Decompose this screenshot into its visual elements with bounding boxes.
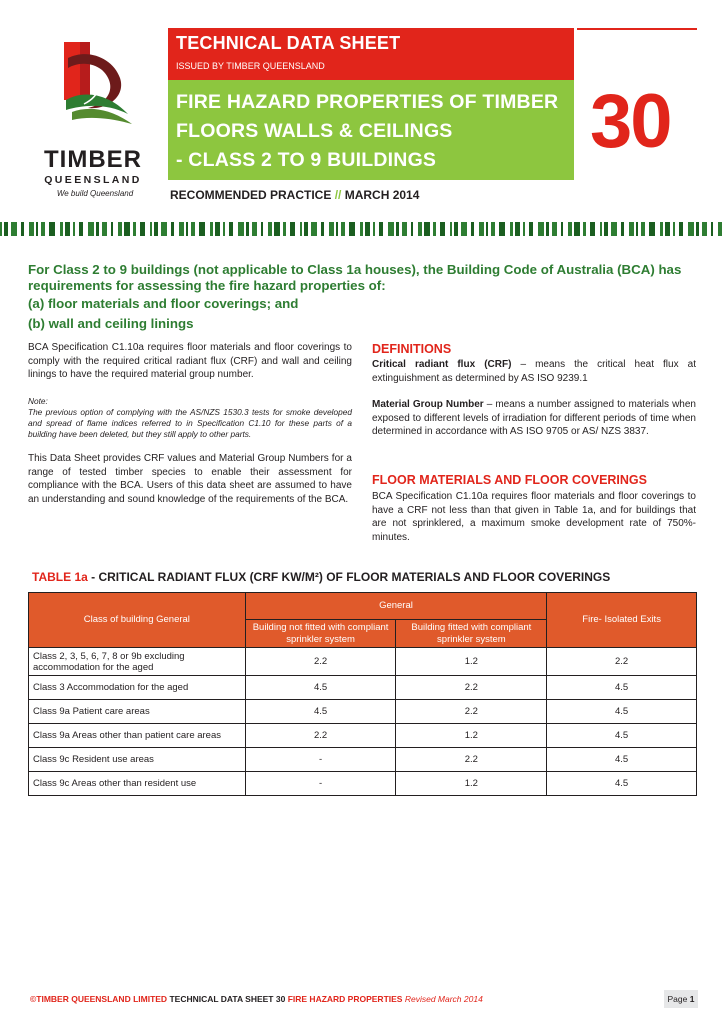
stripe-bar xyxy=(574,222,580,236)
stripe-bar xyxy=(561,222,563,236)
intro-lead: For Class 2 to 9 buildings (not applicable to Class 1a houses), the Building Code of Australia (BCA) has requirements for assessing the fire hazard properties of: xyxy=(28,262,682,293)
stripe-bar xyxy=(515,222,520,236)
stripe-bar xyxy=(529,222,533,236)
sheet-number: 30 xyxy=(590,79,671,164)
stripe-bar xyxy=(321,222,324,236)
table-row xyxy=(29,648,697,676)
definition-mgn-term: Material Group Number xyxy=(372,399,484,410)
stripe-bar xyxy=(79,222,83,236)
stripe-bar xyxy=(440,222,445,236)
timber-queensland-emblem-icon xyxy=(58,38,138,138)
stripe-bar xyxy=(360,222,363,236)
stripe-bar xyxy=(711,222,713,236)
cell-exits: 2.2 xyxy=(547,648,697,676)
cell-fitted: 1.2 xyxy=(396,648,547,676)
cell-fitted: 2.2 xyxy=(396,700,547,724)
title-line-3: - CLASS 2 TO 9 BUILDINGS xyxy=(176,149,437,171)
cell-fitted: 1.2 xyxy=(396,724,547,748)
stripe-bar xyxy=(140,222,145,236)
intro-item-a: (a) floor materials and floor coverings; and xyxy=(28,296,299,311)
stripe-bar xyxy=(36,222,38,236)
stripe-bar xyxy=(379,222,383,236)
definition-crf-term: Critical radiant flux (CRF) xyxy=(372,359,512,370)
document-type: TECHNICAL DATA SHEET xyxy=(176,33,401,53)
stripe-bar xyxy=(523,222,525,236)
stripe-bar xyxy=(191,222,195,236)
stripe-bar xyxy=(471,222,474,236)
stripe-bar xyxy=(261,222,263,236)
stripe-bar xyxy=(568,222,572,236)
cell-not-fitted: 2.2 xyxy=(245,648,396,676)
stripe-bar xyxy=(411,222,413,236)
stripe-bar xyxy=(486,222,488,236)
stripe-bar xyxy=(300,222,302,236)
stripe-bar xyxy=(88,222,94,236)
stripe-bar xyxy=(388,222,394,236)
stripe-bar xyxy=(179,222,184,236)
stripe-bar xyxy=(223,222,225,236)
stripe-bar xyxy=(629,222,634,236)
stripe-bar xyxy=(349,222,355,236)
table-row xyxy=(29,772,697,796)
row-label: Class 9c Resident use areas xyxy=(29,748,246,772)
row-label: Class 3 Accommodation for the aged xyxy=(29,676,246,700)
stripe-bar xyxy=(510,222,513,236)
stripe-bar xyxy=(73,222,75,236)
table-number: TABLE 1a xyxy=(32,570,88,584)
stripe-bar xyxy=(454,222,458,236)
definition-mgn xyxy=(372,398,696,439)
table-title-text: - CRITICAL RADIANT FLUX (CRF KW/M²) OF FLOOR MATERIALS AND FLOOR COVERINGS xyxy=(87,570,611,584)
footer-revised: Revised March 2014 xyxy=(404,994,483,1004)
stripe-bar xyxy=(673,222,675,236)
stripe-bar xyxy=(590,222,595,236)
cell-not-fitted: - xyxy=(245,748,396,772)
footer xyxy=(30,994,483,1004)
left-paragraph-1: BCA Specification C1.10a requires floor materials and floor coverings to comply with the required critical radiant flux (CRF) and wall and ceiling linings to have the required material group number. xyxy=(28,342,352,380)
stripe-bar xyxy=(4,222,8,236)
stripe-bar xyxy=(161,222,167,236)
stripe-bar xyxy=(583,222,586,236)
definition-crf xyxy=(372,358,696,385)
decorative-barcode-stripe xyxy=(0,222,724,236)
stripe-bar xyxy=(373,222,375,236)
stripe-bar xyxy=(365,222,370,236)
row-label: Class 9a Patient care areas xyxy=(29,700,246,724)
stripe-bar xyxy=(60,222,63,236)
stripe-bar xyxy=(246,222,249,236)
stripe-bar xyxy=(538,222,544,236)
stripe-bar xyxy=(274,222,280,236)
cell-exits: 4.5 xyxy=(547,772,697,796)
header-general: General xyxy=(245,593,547,620)
stripe-bar xyxy=(665,222,670,236)
stripe-bar xyxy=(21,222,24,236)
stripe-bar xyxy=(118,222,122,236)
stripe-bar xyxy=(679,222,683,236)
stripe-bar xyxy=(133,222,136,236)
stripe-bar xyxy=(418,222,422,236)
cell-exits: 4.5 xyxy=(547,748,697,772)
stripe-bar xyxy=(49,222,55,236)
cell-fitted: 2.2 xyxy=(396,748,547,772)
cell-fitted: 1.2 xyxy=(396,772,547,796)
stripe-bar xyxy=(396,222,399,236)
table-row xyxy=(29,748,697,772)
stripe-bar xyxy=(491,222,495,236)
stripe-bar xyxy=(65,222,70,236)
logo-subtitle: QUEENSLAND xyxy=(44,174,142,186)
stripe-bar xyxy=(0,222,2,236)
stripe-bar xyxy=(29,222,34,236)
stripe-bar xyxy=(604,222,608,236)
issuer-line: ISSUED BY TIMBER QUEENSLAND xyxy=(176,61,325,71)
stripe-bar xyxy=(238,222,244,236)
stripe-bar xyxy=(611,222,617,236)
definitions-heading: DEFINITIONS xyxy=(372,342,452,356)
definition-mgn-text: – means a number assigned to materials when exposed to different levels of irradiation for different periods of time when determined in accordance with AS ISO 9705 or AS/ NZS 3837. xyxy=(372,399,696,437)
stripe-bar xyxy=(461,222,467,236)
stripe-bar xyxy=(210,222,213,236)
page-number: 1 xyxy=(689,994,695,1004)
footer-sheet: TECHNICAL DATA SHEET 30 xyxy=(169,994,286,1004)
stripe-bar xyxy=(268,222,272,236)
stripe-bar xyxy=(718,222,722,236)
stripe-bar xyxy=(171,222,174,236)
table-row xyxy=(29,676,697,700)
practice-label: RECOMMENDED PRACTICE xyxy=(170,188,332,202)
logo-tagline: We build Queensland xyxy=(56,189,134,198)
footer-copyright: ©TIMBER QUEENSLAND LIMITED xyxy=(30,994,168,1004)
page-label: Page xyxy=(667,994,688,1004)
cell-exits: 4.5 xyxy=(547,724,697,748)
stripe-bar xyxy=(96,222,99,236)
footer-topic: FIRE HAZARD PROPERTIES xyxy=(287,994,403,1004)
stripe-bar xyxy=(102,222,107,236)
practice-separator: // xyxy=(334,188,342,202)
left-paragraph-2: This Data Sheet provides CRF values and Material Group Numbers for a range of tested timber species to enable their assessment for compliance with the BCA. Users of this data sheet are assumed to have an understanding and sound knowledge of the requirements of the BCA. xyxy=(28,453,352,505)
stripe-bar xyxy=(11,222,17,236)
stripe-bar xyxy=(433,222,436,236)
stripe-bar xyxy=(252,222,257,236)
table-row xyxy=(29,724,697,748)
stripe-bar xyxy=(229,222,233,236)
stripe-bar xyxy=(283,222,286,236)
definition-crf-text: – means the critical heat flux at extinguishment as determined by AS ISO 9239.1 xyxy=(372,359,696,384)
page-number-box xyxy=(664,990,698,1008)
stripe-bar xyxy=(621,222,624,236)
row-label: Class 9a Areas other than patient care areas xyxy=(29,724,246,748)
intro-item-b: (b) wall and ceiling linings xyxy=(28,316,194,331)
stripe-bar xyxy=(479,222,484,236)
table-title xyxy=(32,570,610,584)
stripe-bar xyxy=(336,222,338,236)
cell-fitted: 2.2 xyxy=(396,676,547,700)
table-row xyxy=(29,700,697,724)
header-fitted: Building fitted with compliant sprinkler system xyxy=(396,620,547,648)
cell-exits: 4.5 xyxy=(547,700,697,724)
stripe-bar xyxy=(341,222,345,236)
floor-materials-heading: FLOOR MATERIALS AND FLOOR COVERINGS xyxy=(372,473,647,487)
row-label: Class 9c Areas other than resident use xyxy=(29,772,246,796)
stripe-bar xyxy=(641,222,645,236)
stripe-bar xyxy=(402,222,407,236)
stripe-bar xyxy=(552,222,557,236)
floor-materials-text: BCA Specification C1.10a requires floor materials and floor coverings to have a CRF not less than that given in Table 1a, and for buildings that are not sprinklered, a maximum smoke development rate of 750%-minutes. xyxy=(372,491,696,543)
stripe-bar xyxy=(688,222,694,236)
title-line-2: FLOORS WALLS & CEILINGS xyxy=(176,120,453,142)
stripe-bar xyxy=(199,222,205,236)
stripe-bar xyxy=(186,222,188,236)
stripe-bar xyxy=(499,222,505,236)
header-not-fitted: Building not fitted with compliant sprinkler system xyxy=(245,620,396,648)
stripe-bar xyxy=(660,222,663,236)
stripe-bar xyxy=(41,222,45,236)
cell-not-fitted: 2.2 xyxy=(245,724,396,748)
row-label: Class 2, 3, 5, 6, 7, 8 or 9b excluding accommodation for the aged xyxy=(29,648,246,676)
timber-queensland-logo xyxy=(38,38,150,198)
stripe-bar xyxy=(304,222,308,236)
stripe-bar xyxy=(311,222,317,236)
stripe-bar xyxy=(696,222,699,236)
crf-table xyxy=(28,592,697,796)
stripe-bar xyxy=(154,222,158,236)
stripe-bar xyxy=(111,222,113,236)
note-text: The previous option of complying with the AS/NZS 1530.3 tests for smoke developed and spread of flame indices referred to in Specification C1.10 for these parts of a building have been deleted, but they still apply to other parts. xyxy=(28,407,352,439)
note-label: Note: xyxy=(28,396,48,406)
practice-date-line xyxy=(170,188,419,202)
stripe-bar xyxy=(424,222,430,236)
cell-not-fitted: 4.5 xyxy=(245,700,396,724)
logo-wordmark: TIMBER xyxy=(44,146,142,173)
cell-not-fitted: - xyxy=(245,772,396,796)
stripe-bar xyxy=(290,222,295,236)
stripe-bar xyxy=(546,222,549,236)
stripe-bar xyxy=(450,222,452,236)
stripe-bar xyxy=(215,222,220,236)
stripe-bar xyxy=(150,222,152,236)
stripe-bar xyxy=(702,222,707,236)
stripe-bar xyxy=(649,222,655,236)
stripe-bar xyxy=(329,222,334,236)
header-class: Class of building General xyxy=(29,593,246,648)
title-line-1: FIRE HAZARD PROPERTIES OF TIMBER xyxy=(176,91,559,113)
cell-exits: 4.5 xyxy=(547,676,697,700)
stripe-bar xyxy=(124,222,130,236)
publication-date: MARCH 2014 xyxy=(344,188,420,202)
header-fire-isolated-exits: Fire- Isolated Exits xyxy=(547,593,697,648)
cell-not-fitted: 4.5 xyxy=(245,676,396,700)
stripe-bar xyxy=(600,222,602,236)
stripe-bar xyxy=(636,222,638,236)
